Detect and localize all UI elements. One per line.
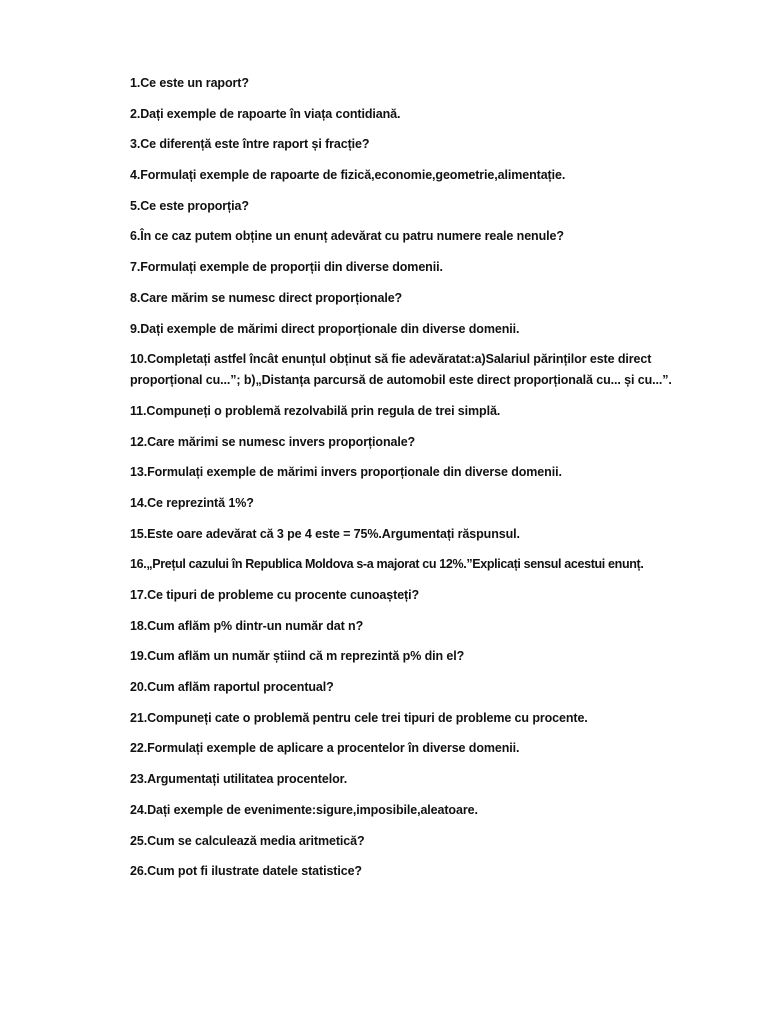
question-13: 13.Formulați exemple de mărimi invers proporționale din diverse domenii.: [130, 465, 562, 480]
question-3: 3.Ce diferență este între raport și fracție?: [130, 137, 370, 152]
question-9: 9.Dați exemple de mărimi direct proporționale din diverse domenii.: [130, 321, 520, 336]
question-23: 23.Argumentați utilitatea procentelor.: [130, 772, 348, 787]
question-20: 20.Cum aflăm raportul procentual?: [130, 680, 334, 695]
question-11: 11.Compuneți o problemă rezolvabilă prin regula de trei simplă.: [130, 403, 501, 418]
question-list: [130, 73, 720, 892]
question-25: 25.Cum se calculează media aritmetică?: [130, 833, 365, 848]
question-5: 5.Ce este proporția?: [130, 198, 249, 213]
question-14: 14.Ce reprezintă 1%?: [130, 495, 254, 510]
question-15: 15.Este oare adevărat că 3 pe 4 este = 75%.Argumentați răspunsul.: [130, 526, 520, 541]
question-2: 2.Dați exemple de rapoarte în viața contidiană.: [130, 106, 401, 121]
question-21: 21.Compuneți cate o problemă pentru cele trei tipuri de probleme cu procente.: [130, 710, 588, 725]
question-7: 7.Formulați exemple de proporții din diverse domenii.: [130, 260, 443, 275]
question-12: 12.Care mărimi se numesc invers proporționale?: [130, 434, 416, 449]
question-8: 8.Care mărim se numesc direct proporționale?: [130, 290, 403, 305]
question-22: 22.Formulați exemple de aplicare a procentelor în diverse domenii.: [130, 741, 520, 756]
question-1: 1.Ce este un raport?: [130, 76, 249, 90]
question-17: 17.Ce tipuri de probleme cu procente cunoașteți?: [130, 588, 420, 602]
question-4: 4.Formulați exemple de rapoarte de fizică,economie,geometrie,alimentație.: [130, 168, 566, 183]
question-26: 26.Cum pot fi ilustrate datele statistice?: [130, 864, 362, 879]
question-16: 16.„Prețul cazului în Republica Moldova s-a majorat cu 12%.”Explicați sensul acestui enunț.: [130, 557, 644, 572]
question-19: 19.Cum aflăm un număr știind că m reprezintă p% din el?: [130, 649, 465, 664]
question-10: 10.Completați astfel încât enunțul obținut să fie adevăratat:a)Salariul părinților este direct proporțional cu...”; b)„Distanța parcursă de automobil este direct proporțională cu... și cu...”.: [130, 352, 672, 388]
question-18: 18.Cum aflăm p% dintr-un număr dat n?: [130, 618, 364, 633]
question-6: 6.În ce caz putem obține un enunț adevărat cu patru numere reale nenule?: [130, 229, 564, 244]
question-24: 24.Dați exemple de evenimente:sigure,imposibile,aleatoare.: [130, 802, 478, 817]
